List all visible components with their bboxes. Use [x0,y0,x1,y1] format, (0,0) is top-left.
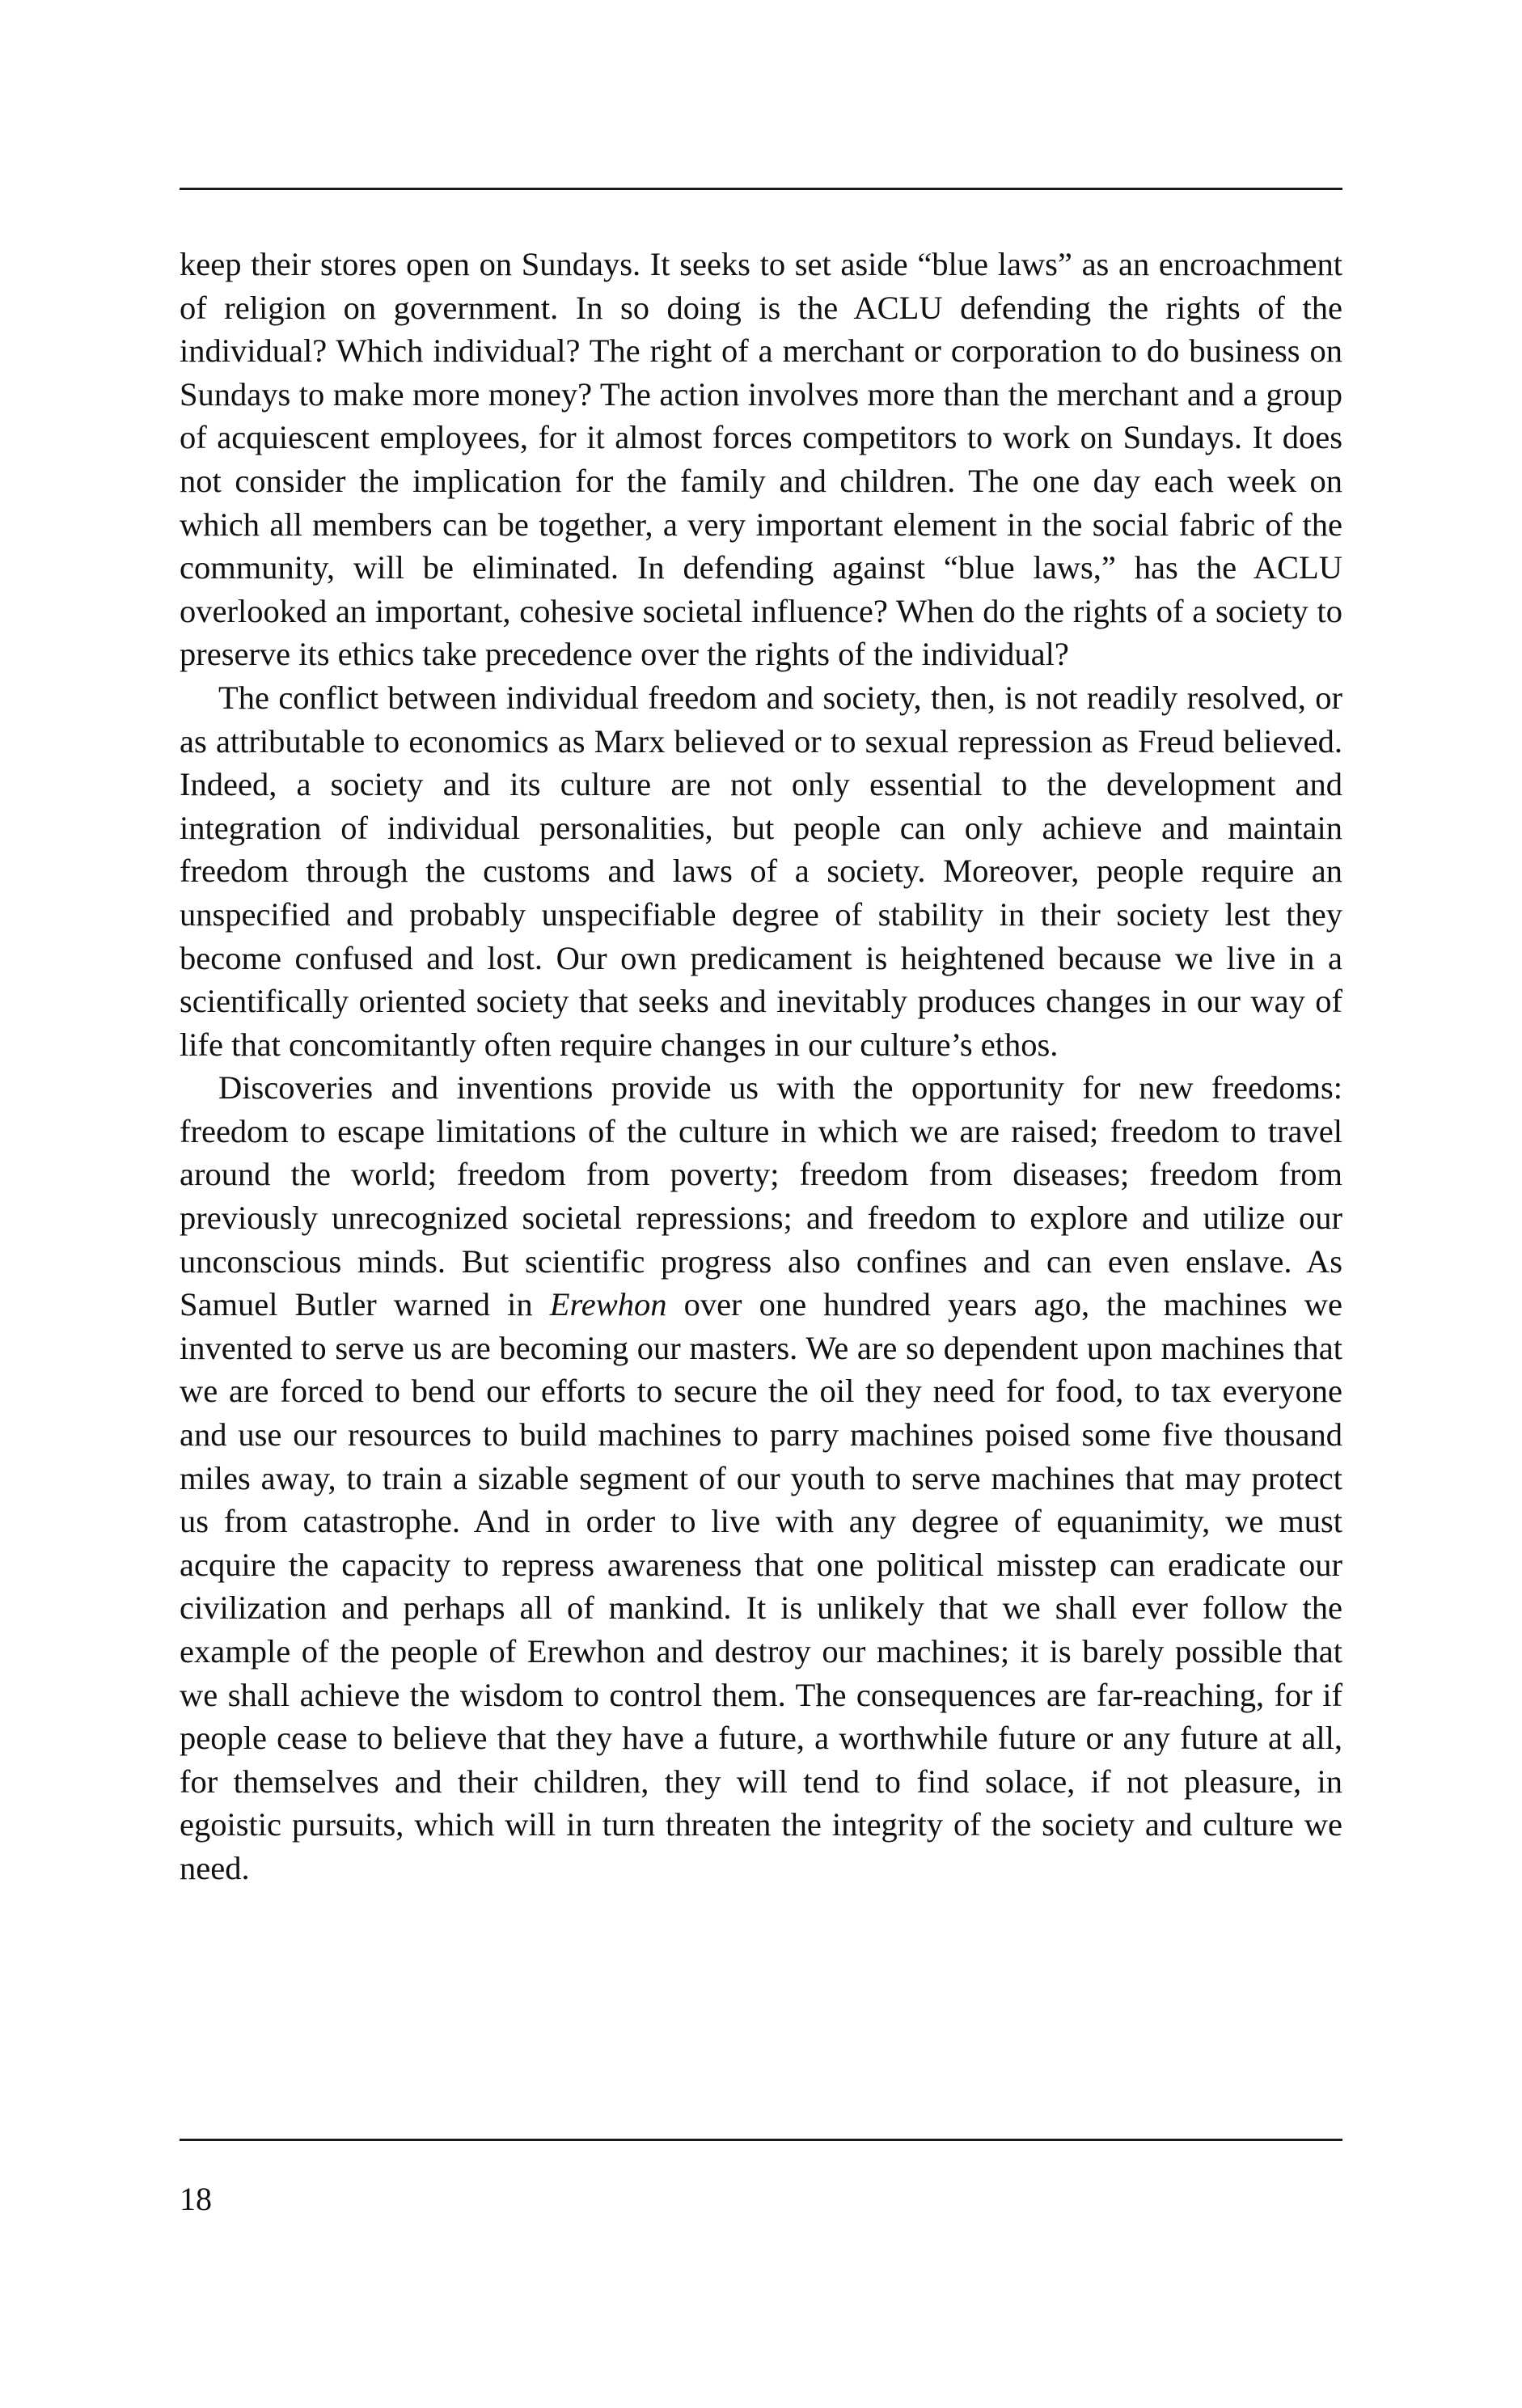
book-title-erewhon: Erewhon [549,1286,667,1323]
footer-rule [180,2139,1342,2141]
paragraph-freedom-and-society: The conflict between individual freedom and society, then, is not readily resolved, or as attributable to economics as Marx believed or to sexual repression as Freud believed. Indeed, a society and its culture are not only essential to the development and integration of individual personalities, but people can only achieve and maintain freedom through the customs and laws of a society. Moreover, people require an unspecified and probably unspecifiable degree of stability in their society lest they become confused and lost. Our own predicament is heightened because we live in a scientifically oriented society that seeks and inevitably produces changes in our way of life that concomitantly often require changes in our culture’s ethos. [180,679,1342,1063]
paragraph-blue-laws: keep their stores open on Sundays. It seeks to set aside “blue laws” as an encroachment of religion on government. In so doing is the ACLU defending the rights of the individual? Which individual? The right of a merchant or corporation to do business on Sundays to make more money? The action involves more than the merchant and a group of acquiescent employees, for it almost forces competitors to work on Sundays. It does not consider the implication for the family and children. The one day each week on which all members can be together, a very important element in the social fabric of the community, will be eliminated. In defending against “blue laws,” has the ACLU overlooked an important, cohesive societal influence? When do the rights of a society to preserve its ethics take precedence over the rights of the individual? [180,246,1342,673]
paragraph-text-before: Discoveries and inventions provide us with the opportunity for new freedoms: freedom to escape limitations of the culture in which we are raised; freedom to travel around the world; freedom from poverty; freedom from diseases; freedom from previously unrecognized societal repressions; and freedom to explore and utilize our unconscious minds. But scientific progress also confines and can even enslave. As Samuel Butler warned in [180,1069,1342,1323]
paragraph-text-after: over one hundred years ago, the machines we invented to serve us are becoming our masters. We are so dependent upon machines that we are forced to bend our efforts to secure the oil they need for food, to tax everyone and use our resources to build machines to parry machines poised some five thousand miles away, to train a sizable segment of our youth to serve machines that may protect us from catastrophe. And in order to live with any degree of equanimity, we must acquire the capacity to repress awareness that one political misstep can eradicate our civilization and perhaps all of mankind. It is unlikely that we shall ever follow the example of the people of Erewhon and destroy our machines; it is barely possible that we shall achieve the wisdom to control them. The consequences are far-reaching, for if people cease to believe that they have a future, a worthwhile future or any future at all, for themselves and their children, they will tend to find solace, if not pleasure, in egoistic pursuits, which will in turn threaten the integrity of the society and culture we need. [180,1286,1342,1886]
header-rule [180,188,1342,190]
body-text [180,243,1342,1890]
paragraph-discoveries-and-inventions [180,1066,1342,1890]
page-number: 18 [180,2181,212,2217]
